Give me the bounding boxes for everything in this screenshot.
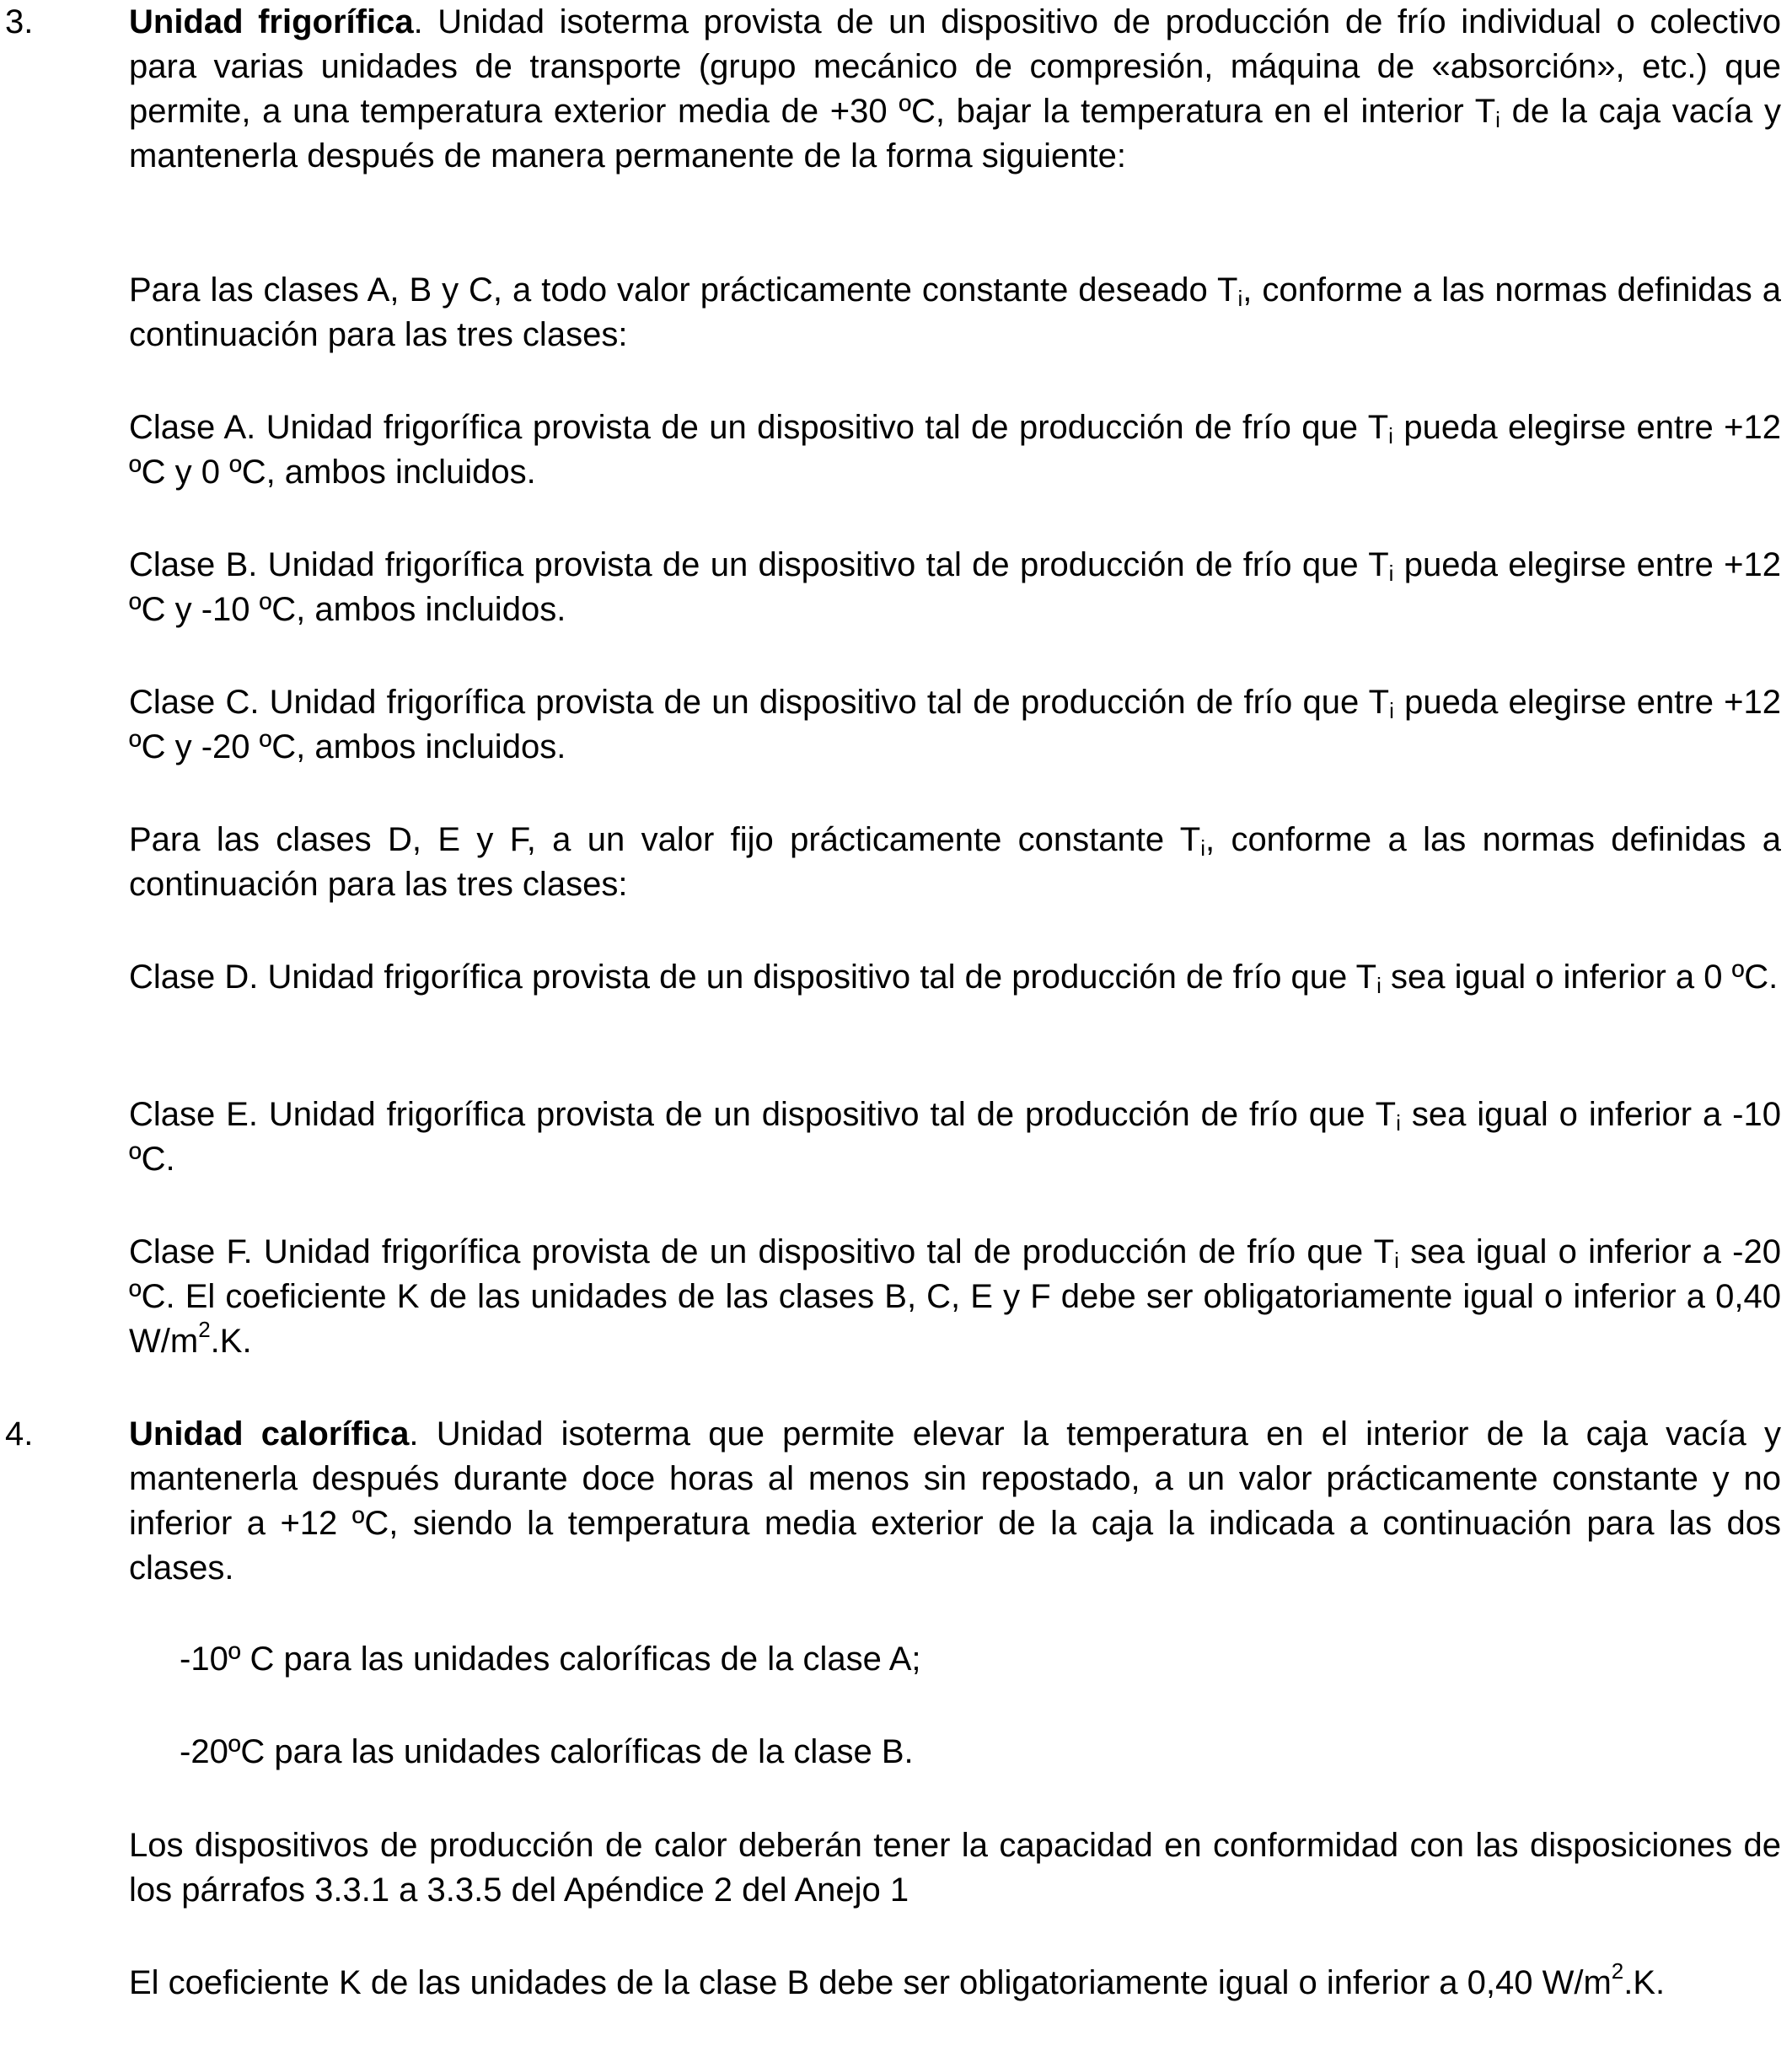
paragraph-intro: Unidad calorífica. Unidad isoterma que permite elevar la temperatura en el interior de la caja vacía y mantenerla después durante doce horas al menos sin repostado, a un valor prácticamente constante y no inferior a +12 ºC, siendo la temperatura media exterior de la caja la indicada a continuación para las dos clases. (129, 1415, 1781, 1587)
paragraph-classes-abc: Para las clases A, B y C, a todo valor prácticamente constante deseado $T_i$, conforme a las normas definidas a continuación para las tres clases: (129, 271, 1781, 353)
paragraph-classes-def: Para las clases D, E y F, a un valor fijo prácticamente constante $T_i$, conforme a las normas definidas a continuación para las tres clases: (129, 821, 1781, 903)
paragraph-clase-b: Clase B. Unidad frigorífica provista de un dispositivo tal de producción de frío que $T_i$ pueda elegirse entre +12 ºC y -10 ºC, ambos incluidos. (129, 546, 1781, 628)
section-title: Unidad calorífica (129, 1415, 410, 1453)
paragraph-intro: Unidad frigorífica. Unidad isoterma provista de un dispositivo de producción de frío individual o colectivo para varias unidades de transporte (grupo mecánico de compresión, máquina de «absorción», etc.) que permite, a una temperatura exterior media de +30 ºC, bajar la temperatura en el interior $T_i$ de la caja vacía y mantenerla después de manera permanente de la forma siguiente: (129, 3, 1781, 175)
paragraph-coeficiente: El coeficiente K de las unidades de la clase B debe ser obligatoriamente igual o inferior a 0,40 $W/m^2.K$. (129, 1958, 1666, 2001)
paragraph-clase-a: Clase A. Unidad frigorífica provista de un dispositivo tal de producción de frío que $T_i$ pueda elegirse entre +12 ºC y 0 ºC, ambos incluidos. (129, 409, 1781, 491)
line-clase-b: -20ºC para las unidades caloríficas de la clase B. (180, 1733, 914, 1770)
section-number: 4. (5, 1415, 34, 1453)
paragraph-clase-d: Clase D. Unidad frigorífica provista de un dispositivo tal de producción de frío que $T_i$ sea igual o inferior a 0 ºC. (129, 959, 1779, 998)
section-number: 3. (5, 3, 34, 40)
line-clase-a: -10º C para las unidades caloríficas de la clase A; (180, 1641, 921, 1678)
paragraph-dispositivos: Los dispositivos de producción de calor deberán tener la capacidad en conformidad con las disposiciones de los párrafos 3.3.1 a 3.3.5 del Apéndice 2 del Anejo 1 (129, 1827, 1781, 1909)
paragraph-clase-c: Clase C. Unidad frigorífica provista de un dispositivo tal de producción de frío que $T_i$ pueda elegirse entre +12 ºC y -20 ºC, ambos incluidos. (129, 684, 1781, 765)
paragraph-clase-f: Clase F. Unidad frigorífica provista de un dispositivo tal de producción de frío que $T_i$ sea igual o inferior a -20 ºC. El coeficiente K de las unidades de las clases B, C, E y F debe ser obligatoriamente igual o inferior a 0,40 $W/m^2.K$. (129, 1233, 1781, 1360)
section-title: Unidad frigorífica (129, 3, 414, 40)
paragraph-clase-e: Clase E. Unidad frigorífica provista de un dispositivo tal de producción de frío que $T_i$ sea igual o inferior a -10 ºC. (129, 1096, 1781, 1178)
